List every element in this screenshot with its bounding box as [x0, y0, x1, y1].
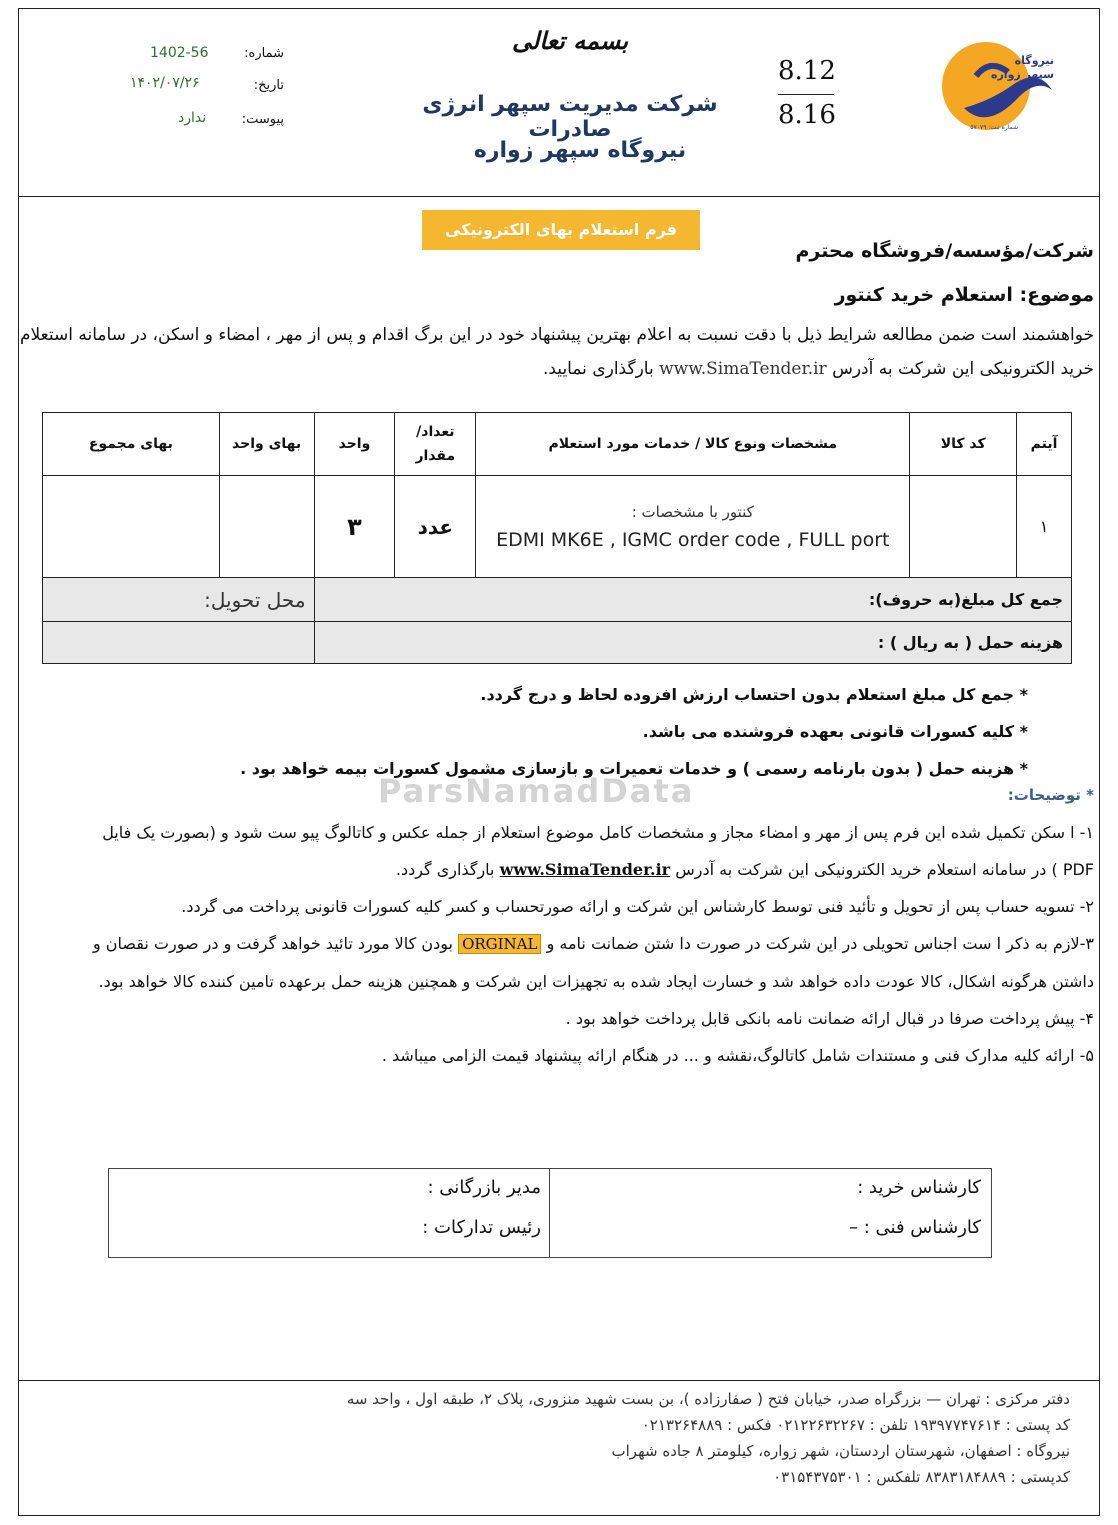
th-unit-price: بهای واحد — [219, 413, 314, 476]
note-4: ۴- پیش پرداخت صرفا در قبال ارائه ضمانت نامه بانکی قابل پرداخت خواهد بود . — [565, 1009, 1094, 1028]
cell-item: ۱ — [1017, 476, 1072, 578]
commercial-signature-label: مدیر بازرگانی : — [427, 1177, 541, 1198]
condition-item: * جمع کل مبلغ استعلام بدون احتساب ارزش افزوده لحاظ و درج گردد. — [480, 685, 1028, 704]
cell-unit: ۳ — [314, 476, 395, 578]
number-value: 1402-56 — [150, 45, 209, 61]
cell-total — [43, 476, 220, 578]
shipping-label: هزینه حمل ( به ریال ) : — [314, 622, 1071, 664]
shipping-row — [43, 622, 1072, 664]
logo-emblem-icon — [934, 38, 1058, 138]
form-title-banner: فرم استعلام بهای الکترونیکی — [422, 210, 700, 250]
original-highlight: ORGINAL — [458, 934, 541, 954]
attach-value: ندارد — [178, 110, 207, 126]
note-1-line-1: ۱- ا سکن تکمیل شده این فرم پس از مهر و امضاء مجاز و مشخصات کامل موضوع استعلام از جمله عکس و کاتالوگ پیو ست شود و (بصورت یک فایل — [102, 823, 1094, 842]
header-divider — [18, 196, 1100, 197]
note-1-text-b: بارگذاری گردد. — [395, 860, 495, 879]
buyer-signature-label: کارشناس خرید : — [857, 1177, 981, 1198]
sum-label: جمع کل مبلغ(به حروف): — [314, 578, 1071, 622]
signature-box — [108, 1168, 992, 1258]
cell-code — [910, 476, 1017, 578]
procurement-signature-label: رئیس تدارکات : — [422, 1217, 541, 1238]
salutation: شرکت/مؤسسه/فروشگاه محترم — [795, 240, 1094, 262]
sum-row — [43, 578, 1072, 622]
intro-url-link[interactable]: www.SimaTender.ir — [659, 359, 827, 379]
table-row — [43, 476, 1072, 578]
items-table — [42, 412, 1072, 664]
logo-reg: شماره ثبت: ۵۷۰۷۹ — [970, 124, 1018, 131]
desc-line-1: کنتور با مشخصات : — [631, 502, 754, 521]
table-header-row — [43, 413, 1072, 476]
note-3-line-1 — [18, 925, 1094, 963]
note-2: ۲- تسویه حساب پس از تحویل و تأئید فنی توسط کارشناس این شرکت و ارائه صورتحساب و کسر کلیه کسورات قانونی پرداخت می گردد. — [181, 897, 1094, 916]
th-desc: مشخصات ونوع کالا / خدمات مورد استعلام — [476, 413, 910, 476]
th-qty: تعداد/ مقدار — [395, 413, 476, 476]
note-3-line-2: داشتن هرگونه اشکال، کالا عودت داده خواهد شد و خسارت ایجاد شده به تجهیزات این شرکت و همچنین هزینه حمل برعهده تامین کننده کالا خواهد بود. — [98, 972, 1094, 991]
logo-text-1: نیروگاه — [1014, 54, 1054, 67]
subject: موضوع: استعلام خرید کنتور — [834, 284, 1094, 306]
note-1-text-a: PDF ) در سامانه استعلام خرید الکترونیکی این شرکت به آدرس — [675, 860, 1094, 879]
footer-line: نیروگاه : اصفهان، شهرستان اردستان، شهر زواره، کیلومتر ۸ جاده شهراب — [611, 1442, 1070, 1460]
cell-unit-price — [219, 476, 314, 578]
number-label: شماره: — [244, 46, 284, 61]
date-value: ۱۴۰۲/۰۷/۲۶ — [130, 75, 200, 91]
note-1-line-2 — [18, 851, 1094, 888]
condition-item: * هزینه حمل ( بدون بارنامه رسمی ) و خدمات تعمیرات و بازسازی مشمول کسورات بیمه خواهد بود . — [240, 759, 1028, 778]
footer-line: کد پستی : ۱۹۳۹۷۷۴۷۶۱۴ تلفن : ۰۲۱۲۲۶۳۲۲۶۷ فکس : ۰۲۱۳۲۶۴۸۸۹ — [641, 1416, 1070, 1434]
intro-text-2: بارگذاری نمایید. — [542, 359, 654, 379]
logo-text-2: سپهر زواره — [990, 68, 1054, 81]
fraction-bottom: 8.16 — [778, 100, 836, 130]
note-3-text-a: ۳-لازم به ذکر ا ست اجناس تحویلی در این شرکت در صورت دا شتن ضمانت نامه و — [546, 934, 1094, 953]
company-logo — [934, 38, 1058, 138]
delivery-label: محل تحویل: — [43, 578, 315, 622]
th-unit: واحد — [314, 413, 395, 476]
attach-label: پیوست: — [241, 112, 284, 127]
signature-divider — [549, 1169, 550, 1257]
th-item: آیتم — [1017, 413, 1072, 476]
intro-text-1: خواهشمند است ضمن مطالعه شرایط ذیل با دقت نسبت به اعلام بهترین پیشنهاد خود در این برگ اقدام و پس از مهر ، امضاء و اسکن، در سامانه استعلام خرید الکترونیکی این شرکت به آدرس — [20, 325, 1094, 379]
desc-line-2: EDMI MK6E , IGMC order code , FULL port — [496, 528, 890, 551]
watermark-text: ParsNamadData — [378, 772, 695, 810]
footer-line: دفتر مرکزی : تهران — بزرگراه صدر، خیابان فتح ( صفارزاده )، بن بست شهید منزوری، پلاک ۲، طبقه اول ، واحد سه — [346, 1390, 1070, 1408]
note-1-url-link[interactable]: www.SimaTender.ir — [499, 860, 671, 879]
intro-paragraph — [18, 318, 1094, 386]
notes-title: * توضیحات: — [1007, 786, 1094, 804]
company-name: شرکت مدیریت سپهر انرژی صادرات — [422, 92, 718, 142]
footer-divider — [18, 1380, 1100, 1381]
footer-address — [40, 1386, 1070, 1490]
conditions-list — [128, 676, 1028, 787]
fraction-top: 8.12 — [778, 56, 836, 86]
shipping-value — [43, 622, 315, 664]
note-3-text-b: بودن کالا مورد تائید خواهد گرفت و در صورت نقصان و — [92, 934, 453, 953]
notes-list — [18, 814, 1094, 1074]
plant-name: نیروگاه سپهر زواره — [473, 138, 687, 163]
th-code: کد کالا — [910, 413, 1017, 476]
technical-signature-label: کارشناس فنی : – — [849, 1217, 981, 1238]
cell-desc — [476, 476, 910, 578]
besmellah: بسمه تعالی — [511, 26, 629, 55]
note-5: ۵- ارائه کلیه مدارک فنی و مستندات شامل کاتالوگ،نقشه و ... در هنگام ارائه پیشنهاد قیمت الزامی میباشد . — [381, 1046, 1094, 1065]
footer-line: کدپستی : ۸۳۸۳۱۸۴۸۸۹ تلفکس : ۰۳۱۵۴۳۷۵۳۰۱ — [773, 1468, 1070, 1486]
condition-item: * کلیه کسورات قانونی بعهده فروشنده می باشد. — [642, 722, 1028, 741]
cell-qty: عدد — [395, 476, 476, 578]
date-label: تاریخ: — [253, 78, 284, 93]
th-total: بهای مجموع — [43, 413, 220, 476]
fraction-line — [778, 94, 834, 95]
